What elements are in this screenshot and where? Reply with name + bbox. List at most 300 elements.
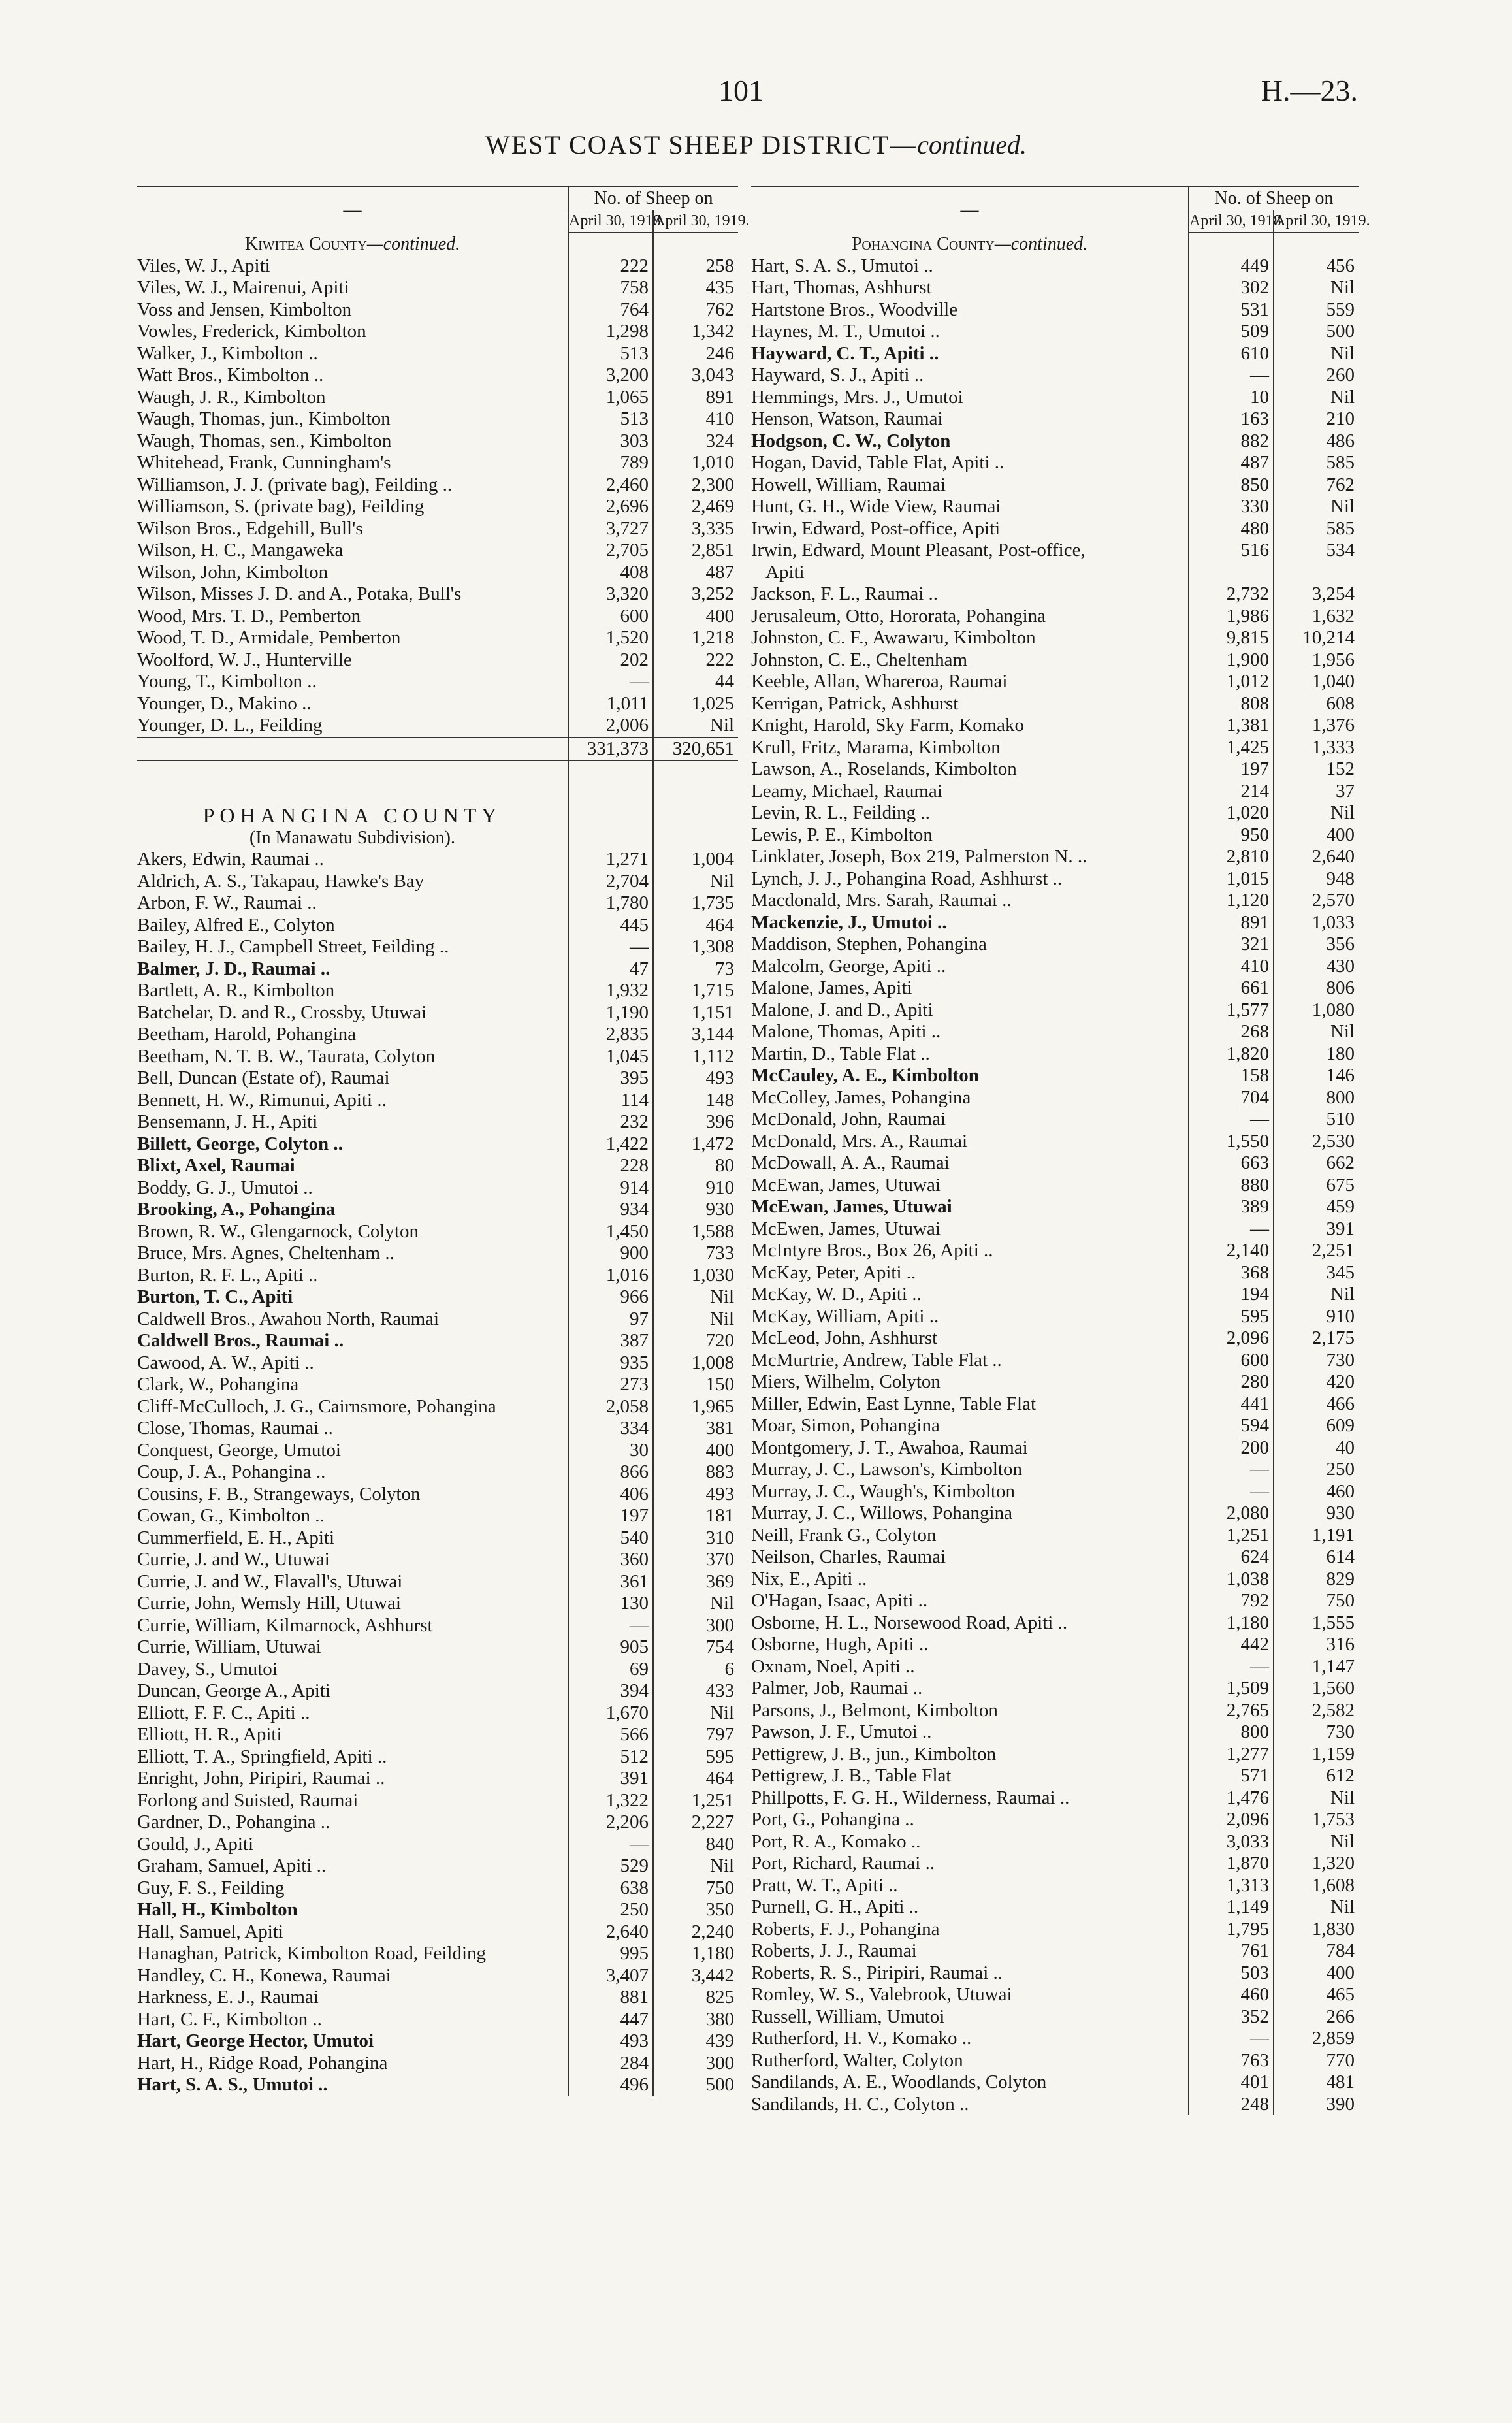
sheep-1918: 2,140	[1189, 1240, 1274, 1262]
owner-name: Guy, F. S., Feilding	[137, 1877, 285, 1898]
sheep-1919: 754	[653, 1636, 738, 1659]
table-row	[751, 693, 1359, 715]
table-row	[137, 1593, 738, 1615]
sheep-1918: 202	[568, 649, 653, 672]
sheep-1919: 2,175	[1274, 1327, 1359, 1350]
sheep-1918: 408	[568, 562, 653, 584]
sheep-1918: 1,251	[1189, 1525, 1274, 1547]
table-row	[137, 649, 738, 672]
sheep-1918: 280	[1189, 1371, 1274, 1393]
table-row	[751, 1853, 1359, 1875]
sheep-1918: 1,520	[568, 627, 653, 649]
owner-name: Wilson, H. C., Mangaweka	[137, 540, 344, 561]
table-row	[751, 1525, 1359, 1547]
sheep-1919: 1,080	[1274, 1000, 1359, 1022]
owner-name: McIntyre Bros., Box 26, Apiti ..	[751, 1240, 993, 1261]
section-heading-cont: —continued.	[994, 233, 1088, 254]
sheep-1919: 2,530	[1274, 1131, 1359, 1153]
owner-name: Elliott, F. F. C., Apiti ..	[137, 1702, 310, 1723]
table-row	[137, 1418, 738, 1440]
table-row	[137, 277, 738, 299]
owner-name: Parsons, J., Belmont, Kimbolton	[751, 1699, 998, 1721]
sheep-1919: 356	[1274, 934, 1359, 956]
sheep-1919: 797	[653, 1724, 738, 1746]
sheep-1919: 400	[1274, 1962, 1359, 1985]
owner-name: Haynes, M. T., Umutoi ..	[751, 321, 940, 342]
sheep-1918: 995	[568, 1943, 653, 1965]
table-row	[751, 1875, 1359, 1897]
owner-name: Knight, Harold, Sky Farm, Komako	[751, 715, 1025, 736]
table-row	[137, 2053, 738, 2075]
sheep-1918: 1,322	[568, 1790, 653, 1812]
table-row	[751, 1262, 1359, 1284]
sheep-1919: 1,333	[1274, 737, 1359, 759]
table-row	[751, 2072, 1359, 2094]
owner-name: Conquest, George, Umutoi	[137, 1439, 341, 1461]
sheep-1918: 935	[568, 1352, 653, 1374]
sheep-1918: 391	[568, 1768, 653, 1790]
sheep-1918: —	[1189, 1459, 1274, 1481]
owner-name: Romley, W. S., Valebrook, Utuwai	[751, 1984, 1012, 2005]
sheep-1918: 2,460	[568, 474, 653, 496]
table-row	[751, 2094, 1359, 2116]
sheep-1918: 513	[568, 408, 653, 431]
owner-name: Keeble, Allan, Whareroa, Raumai	[751, 671, 1008, 692]
sheep-1919: Nil	[653, 1309, 738, 1331]
owner-name: Roberts, R. S., Piripiri, Raumai ..	[751, 1962, 1003, 1983]
header-sheep-group: No. of Sheep on	[568, 187, 738, 210]
table-row	[751, 1131, 1359, 1153]
table-row	[137, 1878, 738, 1900]
sheep-1919: 500	[653, 2074, 738, 2096]
sheep-1919: 381	[653, 1418, 738, 1440]
sheep-1919: 762	[1274, 474, 1359, 496]
section-heading-name: Kiwitea County	[244, 233, 367, 254]
owner-name: Hart, George Hector, Umutoi	[137, 2030, 374, 2051]
table-row	[137, 671, 738, 693]
table-row	[137, 387, 738, 409]
sheep-1919: 396	[653, 1111, 738, 1133]
header-dash: —	[751, 187, 1189, 233]
sheep-1918: —	[568, 671, 653, 693]
table-row	[751, 1503, 1359, 1525]
sheep-1919: 150	[653, 1374, 738, 1396]
table-row	[751, 846, 1359, 868]
sheep-1919: 930	[1274, 1503, 1359, 1525]
section-heading-name: Pohangina County	[851, 233, 995, 254]
sheep-1919: 1,191	[1274, 1525, 1359, 1547]
sheep-1918: 1,870	[1189, 1853, 1274, 1875]
table-row	[137, 255, 738, 278]
sheep-1919: 37	[1274, 781, 1359, 803]
sheep-1918: 2,096	[1189, 1809, 1274, 1831]
sheep-1918: 394	[568, 1680, 653, 1702]
table-row	[751, 890, 1359, 912]
sheep-1918: 663	[1189, 1152, 1274, 1175]
table-row	[137, 958, 738, 981]
owner-name: Wilson, John, Kimbolton	[137, 561, 329, 583]
table-row	[137, 1527, 738, 1550]
table-row	[751, 1809, 1359, 1831]
sheep-1918: 789	[568, 452, 653, 474]
sheep-1919: 310	[653, 1527, 738, 1550]
sheep-1919: Nil	[1274, 1284, 1359, 1306]
table-row	[137, 2074, 738, 2096]
table-row	[751, 1371, 1359, 1393]
table-row	[137, 365, 738, 387]
sheep-1919: 1,030	[653, 1265, 738, 1287]
table-row	[137, 1899, 738, 1921]
sheep-1918: 1,065	[568, 387, 653, 409]
sheep-1919: 3,252	[653, 583, 738, 606]
owner-name: McColley, James, Pohangina	[751, 1086, 971, 1108]
owner-name: Russell, William, Umutoi	[751, 2006, 945, 2027]
table-row	[751, 802, 1359, 824]
sheep-1919: 370	[653, 1549, 738, 1571]
totals-section	[137, 738, 738, 849]
table-row	[137, 1855, 738, 1878]
sheep-1918: 880	[1189, 1175, 1274, 1197]
sheep-1919: Nil	[653, 1593, 738, 1615]
sheep-1918: 1,795	[1189, 1919, 1274, 1941]
owner-name: Miers, Wilhelm, Colyton	[751, 1371, 941, 1392]
sheep-1919: Nil	[653, 1855, 738, 1878]
sheep-1918: 97	[568, 1309, 653, 1331]
page-number: 101	[718, 74, 764, 107]
owner-name: Hodgson, C. W., Colyton	[751, 430, 951, 451]
sheep-1918: 2,206	[568, 1812, 653, 1834]
table-row	[137, 1965, 738, 1987]
sheep-1919: 1,010	[653, 452, 738, 474]
sheep-1919: 2,240	[653, 1921, 738, 1943]
sheep-1918: 881	[568, 1987, 653, 2009]
sheep-1919: 460	[1274, 1481, 1359, 1503]
sheep-1918: 1,932	[568, 980, 653, 1002]
sheep-1918: 758	[568, 277, 653, 299]
sheep-1918: 1,277	[1189, 1744, 1274, 1766]
owner-name: Neill, Frank G., Colyton	[751, 1524, 937, 1546]
table-row	[137, 1133, 738, 1156]
sheep-1918: 2,765	[1189, 1700, 1274, 1722]
sheep-1919: 1,588	[653, 1221, 738, 1243]
sheep-1919: 806	[1274, 977, 1359, 1000]
table-row	[137, 2030, 738, 2053]
owner-name: Cousins, F. B., Strangeways, Colyton	[137, 1483, 421, 1504]
table-row	[137, 1768, 738, 1790]
owner-name: Gardner, D., Pohangina ..	[137, 1812, 330, 1832]
table-row	[137, 1702, 738, 1725]
sheep-1919: 300	[653, 1615, 738, 1637]
sheep-1918: 624	[1189, 1546, 1274, 1569]
table-row	[751, 1043, 1359, 1065]
owner-name: Viles, W. J., Apiti	[137, 255, 270, 276]
owner-name: Lynch, J. J., Pohangina Road, Ashhurst ..	[751, 868, 1063, 889]
owner-name: Jerusaleum, Otto, Hororata, Pohangina	[751, 605, 1046, 626]
sheep-1919: 80	[653, 1155, 738, 1177]
owner-name: Malone, J. and D., Apiti	[751, 999, 933, 1020]
sheep-1919: 459	[1274, 1196, 1359, 1218]
sheep-1918: 1,045	[568, 1046, 653, 1068]
table-row	[751, 1350, 1359, 1372]
owner-name: Hart, S. A. S., Umutoi ..	[751, 255, 933, 276]
sheep-1919: 487	[653, 562, 738, 584]
sheep-1919: 1,632	[1274, 606, 1359, 628]
sheep-1918: 130	[568, 1593, 653, 1615]
sheep-1918: 200	[1189, 1437, 1274, 1459]
owner-name: McDonald, John, Raumai	[751, 1109, 946, 1130]
owner-name: Hall, H., Kimbolton	[137, 1899, 298, 1920]
owner-name: Williamson, J. J. (private bag), Feilding ..	[137, 474, 453, 495]
owner-name: Forlong and Suisted, Raumai	[137, 1789, 359, 1811]
sheep-1919: Nil	[653, 1286, 738, 1309]
sheep-1918: 1,298	[568, 321, 653, 343]
owner-name: Malcolm, George, Apiti ..	[751, 955, 946, 977]
table-row	[751, 1656, 1359, 1678]
owner-name: Davey, S., Umutoi	[137, 1658, 278, 1680]
header-sheep-group: No. of Sheep on	[1189, 187, 1359, 210]
sheep-1918: 1,670	[568, 1702, 653, 1725]
table-row	[137, 431, 738, 453]
total-1919: 320,651	[653, 738, 738, 761]
sheep-1918: 3,320	[568, 583, 653, 606]
sheep-1918: 480	[1189, 518, 1274, 540]
owner-name: Brown, R. W., Glengarnock, Colyton	[137, 1220, 419, 1242]
sheep-1919: 324	[653, 431, 738, 453]
sheep-1918: 47	[568, 958, 653, 981]
sheep-1919: 222	[653, 649, 738, 672]
owner-name: Elliott, H. R., Apiti	[137, 1724, 282, 1745]
table-row	[751, 299, 1359, 321]
sheep-1918: 1,422	[568, 1133, 653, 1156]
sheep-1919: 73	[653, 958, 738, 981]
owner-name: Murray, J. C., Waugh's, Kimbolton	[751, 1480, 1016, 1502]
sheep-1918: 1,011	[568, 693, 653, 715]
sheep-1918: 763	[1189, 2050, 1274, 2072]
sheep-1919: 1,608	[1274, 1875, 1359, 1897]
sheep-1918: 268	[1189, 1021, 1274, 1043]
header-april-1918: April 30, 1918.	[1189, 210, 1274, 233]
sheep-1918: 1,016	[568, 1265, 653, 1287]
owner-name: Walker, J., Kimbolton ..	[137, 342, 318, 364]
sheep-1918: —	[1189, 1218, 1274, 1241]
sheep-1918: 513	[568, 343, 653, 365]
owner-name: Murray, J. C., Lawson's, Kimbolton	[751, 1459, 1022, 1480]
sheep-1919: 829	[1274, 1569, 1359, 1591]
sheep-1918: —	[1189, 365, 1274, 387]
sheep-1919: 410	[653, 408, 738, 431]
sheep-1918: 1,780	[568, 892, 653, 915]
table-row	[751, 1459, 1359, 1481]
table-row	[751, 431, 1359, 453]
owner-name: Handley, C. H., Konewa, Raumai	[137, 1964, 391, 1986]
sheep-1918: 905	[568, 1636, 653, 1659]
sheep-1918: 232	[568, 1111, 653, 1133]
kiwitea-section	[137, 233, 738, 738]
table-row	[751, 606, 1359, 628]
sheep-1918: 1,550	[1189, 1131, 1274, 1153]
owner-name: Wilson Bros., Edgehill, Bull's	[137, 517, 363, 539]
sheep-1919: 250	[1274, 1459, 1359, 1481]
owner-name: Osborne, H. L., Norsewood Road, Apiti ..	[751, 1612, 1068, 1633]
county-title: POHANGINA COUNTY	[202, 804, 502, 827]
table-row	[751, 2006, 1359, 2028]
table-row	[751, 715, 1359, 737]
sheep-1918: 114	[568, 1090, 653, 1112]
sheep-1919: 1,830	[1274, 1919, 1359, 1941]
sheep-1918: 2,732	[1189, 583, 1274, 606]
sheep-1919: 400	[1274, 824, 1359, 847]
owner-name: Montgomery, J. T., Awahoa, Raumai	[751, 1437, 1028, 1458]
sheep-1918: 2,696	[568, 496, 653, 518]
sheep-1918: 2,640	[568, 1921, 653, 1943]
owner-name: Pettigrew, J. B., jun., Kimbolton	[751, 1743, 997, 1764]
owner-name: Maddison, Stephen, Pohangina	[751, 934, 987, 954]
owner-name: Coup, J. A., Pohangina ..	[137, 1461, 326, 1482]
total-1918: 331,373	[568, 738, 653, 761]
table-row	[751, 1109, 1359, 1131]
table-row	[751, 1831, 1359, 1853]
owner-name: Viles, W. J., Mairenui, Apiti	[137, 277, 349, 298]
table-row	[137, 1090, 738, 1112]
owner-name: Woolford, W. J., Hunterville	[137, 649, 352, 670]
sheep-1919: 1,040	[1274, 671, 1359, 693]
owner-name: Younger, D., Makino ..	[137, 692, 312, 714]
owner-name: Hayward, S. J., Apiti ..	[751, 365, 924, 385]
owner-name: Currie, John, Wemsly Hill, Utuwai	[137, 1593, 401, 1614]
sheep-1919: 435	[653, 277, 738, 299]
sheep-1918: 401	[1189, 2072, 1274, 2094]
owner-name: Younger, D. L., Feilding	[137, 715, 323, 736]
owner-name: McKay, William, Apiti ..	[751, 1305, 939, 1327]
sheep-1918: 1,012	[1189, 671, 1274, 693]
sheep-1919: 1,033	[1274, 912, 1359, 934]
owner-name: Boddy, G. J., Umutoi ..	[137, 1177, 313, 1198]
sheep-1919: 2,469	[653, 496, 738, 518]
owner-name: McDonald, Mrs. A., Raumai	[751, 1130, 968, 1152]
sheep-1919: 3,254	[1274, 583, 1359, 606]
sheep-1919: 1,147	[1274, 1656, 1359, 1678]
table-row	[137, 2009, 738, 2031]
sheep-1919: Nil	[1274, 277, 1359, 299]
sheep-1918: 395	[568, 1067, 653, 1090]
sheep-1918: 934	[568, 1199, 653, 1221]
sheep-1919: 662	[1274, 1152, 1359, 1175]
owner-name: Pawson, J. F., Umutoi ..	[751, 1721, 932, 1742]
sheep-1919: 510	[1274, 1109, 1359, 1131]
sheep-1918: —	[1189, 1656, 1274, 1678]
table-row	[137, 1046, 738, 1068]
sheep-1918: 222	[568, 255, 653, 278]
sheep-1919: 608	[1274, 693, 1359, 715]
sheep-1919: 1,555	[1274, 1612, 1359, 1634]
pohangina-section	[137, 849, 738, 2096]
section-heading	[751, 233, 1189, 255]
sheep-1918: 566	[568, 1724, 653, 1746]
table-row	[137, 321, 738, 343]
table-row	[751, 1196, 1359, 1218]
sheep-1919: 534	[1274, 540, 1359, 562]
sheep-1919: 750	[653, 1878, 738, 1900]
table-row	[751, 1546, 1359, 1569]
sheep-1918: 250	[568, 1899, 653, 1921]
sheep-1918: 330	[1189, 496, 1274, 518]
sheep-1919: 152	[1274, 758, 1359, 781]
owner-name: Waugh, Thomas, jun., Kimbolton	[137, 408, 391, 429]
sheep-1918: 9,815	[1189, 627, 1274, 649]
sheep-1918: —	[568, 1615, 653, 1637]
sheep-1919: 420	[1274, 1371, 1359, 1393]
sheep-1919: 400	[653, 1440, 738, 1462]
sheep-1918: —	[568, 1834, 653, 1856]
header-april-1919: April 30, 1919.	[1274, 210, 1359, 233]
sheep-1918: 158	[1189, 1065, 1274, 1087]
owner-name: Clark, W., Pohangina	[137, 1374, 299, 1395]
sheep-1919: 300	[653, 2053, 738, 2075]
sheep-1919: 910	[653, 1177, 738, 1199]
sheep-1918: 496	[568, 2074, 653, 2096]
sheep-1919: 3,442	[653, 1965, 738, 1987]
sheep-1919: 44	[653, 671, 738, 693]
owner-name: Bartlett, A. R., Kimbolton	[137, 980, 335, 1001]
sheep-1919: 146	[1274, 1065, 1359, 1087]
sheep-1918: 69	[568, 1659, 653, 1681]
owner-name: McLeod, John, Ashhurst	[751, 1327, 938, 1348]
sheep-1918: 595	[1189, 1306, 1274, 1328]
owner-name: Cummerfield, E. H., Apiti	[137, 1527, 335, 1548]
header-dash: —	[137, 187, 568, 233]
owner-name: Port, G., Pohangina ..	[751, 1809, 914, 1830]
sheep-1918: 214	[1189, 781, 1274, 803]
sheep-1919: 733	[653, 1243, 738, 1265]
sheep-1919: 2,640	[1274, 846, 1359, 868]
sheep-1918: 638	[568, 1878, 653, 1900]
table-row	[751, 1415, 1359, 1437]
sheep-1919: Nil	[1274, 1896, 1359, 1919]
table-row	[137, 915, 738, 937]
table-row	[751, 956, 1359, 978]
page-title-continued: continued.	[917, 130, 1027, 159]
owner-name: Balmer, J. D., Raumai ..	[137, 958, 330, 979]
sheep-1918: 1,476	[1189, 1787, 1274, 1810]
sheep-1918: 792	[1189, 1590, 1274, 1612]
table-row	[751, 1678, 1359, 1700]
owner-name: Oxnam, Noel, Apiti ..	[751, 1655, 915, 1677]
owner-name: Johnston, C. E., Cheltenham	[751, 649, 968, 670]
table-row	[751, 977, 1359, 1000]
owner-name: Purnell, G. H., Apiti ..	[751, 1896, 919, 1917]
owner-name: McEwan, James, Utuwai	[751, 1174, 941, 1195]
owner-name: Bell, Duncan (Estate of), Raumai	[137, 1067, 390, 1088]
sheep-1919: 2,251	[1274, 1240, 1359, 1262]
owner-name: Moar, Simon, Pohangina	[751, 1415, 940, 1436]
owner-name: Waugh, Thomas, sen., Kimbolton	[137, 430, 392, 451]
table-row	[137, 1812, 738, 1834]
sheep-1919: 400	[653, 606, 738, 628]
sheep-1918: 764	[568, 299, 653, 321]
table-row	[751, 912, 1359, 934]
table-row	[751, 583, 1359, 606]
table-row	[751, 1306, 1359, 1328]
owner-name: Currie, William, Kilmarnock, Ashhurst	[137, 1614, 433, 1636]
owner-name: Sandilands, H. C., Colyton ..	[751, 2093, 969, 2115]
owner-name: Pettigrew, J. B., Table Flat	[751, 1765, 952, 1786]
sheep-1919: 390	[1274, 2094, 1359, 2116]
sheep-1918: 900	[568, 1243, 653, 1265]
owner-name: Brooking, A., Pohangina	[137, 1199, 336, 1220]
owner-name: Graham, Samuel, Apiti ..	[137, 1855, 327, 1876]
sheep-1918: 2,835	[568, 1024, 653, 1046]
sheep-1919: 481	[1274, 2072, 1359, 2094]
